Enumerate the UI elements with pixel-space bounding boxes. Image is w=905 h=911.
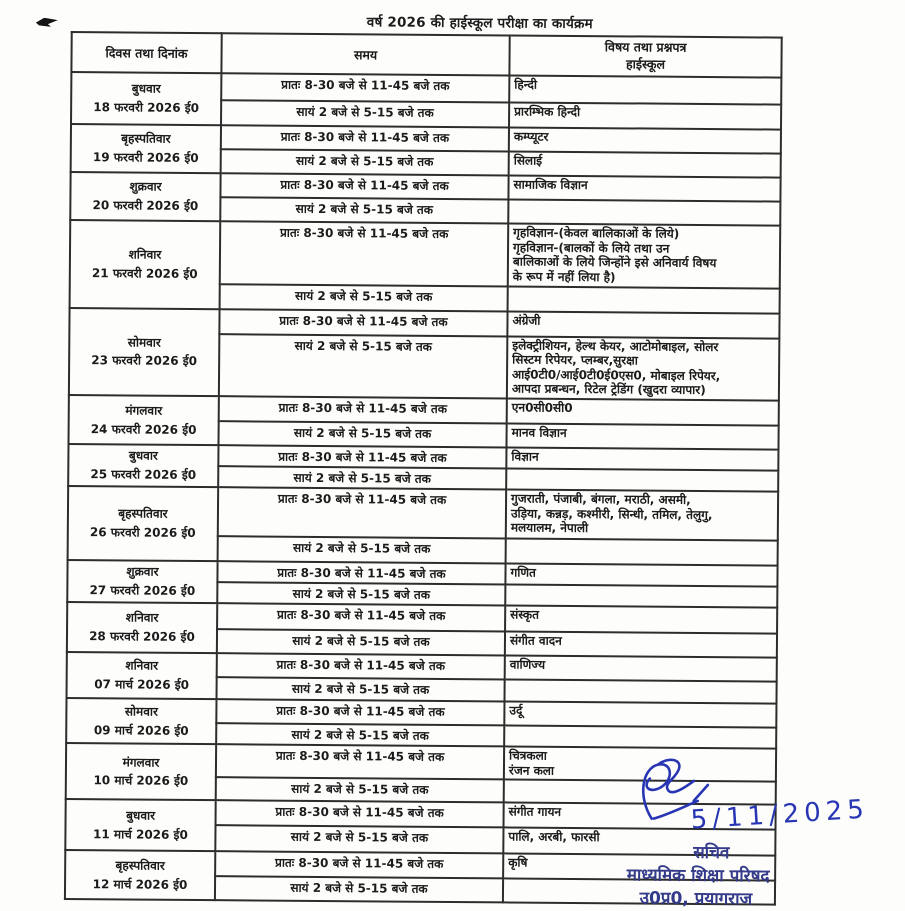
day-date-cell: [71, 72, 221, 125]
date-label: 12 मार्च 2026 ई0: [92, 876, 188, 892]
day-date-cell: [65, 799, 215, 851]
signatory-organization: माध्यमिक शिक्षा परिषद: [626, 865, 770, 887]
day-date-cell: [68, 444, 218, 487]
subject-cell-morning: अंग्रेजी: [507, 311, 779, 338]
time-cell-evening: सायं 2 बजे से 5-15 बजे तक: [220, 284, 508, 311]
subject-cell-morning: चित्रकला रंजन कला: [504, 746, 776, 781]
subject-cell-evening: प्रारम्भिक हिन्दी: [509, 102, 781, 129]
subject-cell-evening: [508, 286, 780, 313]
day-date-cell: [66, 698, 216, 744]
subject-cell-morning: संगीत गायन: [504, 803, 776, 830]
subject-cell-morning: गुजराती, पंजाबी, बंगला, मराठी, असमी, उड़िया, कन्नड़, कश्मीरी, सिन्धी, तमिल, तेलुगु, मलयालम, नेपाली: [506, 489, 778, 540]
subject-cell-evening: [508, 199, 780, 225]
exam-row-morning: [70, 220, 780, 288]
time-cell-morning: प्रातः 8-30 बजे से 11-45 बजे तक: [216, 800, 504, 827]
time-cell-morning: प्रातः 8-30 बजे से 11-45 बजे तक: [219, 396, 507, 423]
date-label: 09 मार्च 2026 ई0: [93, 722, 189, 738]
time-cell-morning: प्रातः 8-30 बजे से 11-45 बजे तक: [217, 561, 505, 584]
subject-cell-morning: सामाजिक विज्ञान: [508, 175, 780, 201]
subject-cell-morning: कृषि: [503, 854, 775, 881]
day-label: बृहस्पतिवार: [118, 506, 168, 522]
day-date-cell: [67, 560, 217, 603]
day-label: शुक्रवार: [126, 564, 159, 580]
time-cell-evening: सायं 2 बजे से 5-15 बजे तक: [215, 825, 503, 853]
day-label: शुक्रवार: [129, 179, 162, 195]
signatory-designation: सचिव: [693, 842, 730, 864]
day-label: मंगलवार: [125, 403, 163, 418]
day-label: शनिवार: [125, 658, 159, 674]
time-cell-evening: सायं 2 बजे से 5-15 बजे तक: [218, 466, 506, 489]
subject-cell-morning: गृहविज्ञान-(केवल बालिकाओं के लिये) गृहविज्ञान-(बालकों के लिये तथा उन बालिकाओं के लिये जिन्होंने इसे अनिवार्य विषय के रूप में नहीं लिया है): [508, 223, 780, 288]
time-cell-evening: सायं 2 बजे से 5-15 बजे तक: [216, 723, 504, 746]
subject-cell-evening: [504, 725, 776, 748]
day-label: शनिवार: [125, 610, 159, 626]
date-label: 07 मार्च 2026 ई0: [94, 677, 190, 692]
time-cell-evening: सायं 2 बजे से 5-15 बजे तक: [216, 777, 504, 802]
time-cell-morning: प्रातः 8-30 बजे से 11-45 बजे तक: [215, 851, 503, 878]
day-date-cell: [71, 124, 221, 173]
subject-cell-morning: गणित: [505, 563, 777, 586]
date-label: 10 मार्च 2026 ई0: [93, 773, 189, 789]
time-cell-evening: सायं 2 बजे से 5-15 बजे तक: [220, 197, 508, 223]
date-label: 26 फरवरी 2026 ई0: [89, 525, 196, 540]
exam-row-morning: [69, 308, 779, 339]
exam-row-morning: [68, 486, 778, 541]
time-cell-morning: प्रातः 8-30 बजे से 11-45 बजे तक: [217, 603, 505, 631]
day-date-cell: [67, 652, 217, 699]
day-date-cell: [69, 308, 220, 397]
day-label: बृहस्पतिवार: [121, 131, 171, 147]
date-label: 11 मार्च 2026 ई0: [92, 826, 188, 842]
date-label: 23 फरवरी 2026 ई0: [91, 353, 198, 369]
header-day-date: दिवस तथा दिनांक: [71, 32, 221, 73]
time-cell-morning: प्रातः 8-30 बजे से 11-45 बजे तक: [221, 73, 509, 102]
stray-ink-mark: [36, 18, 58, 27]
time-cell-morning: प्रातः 8-30 बजे से 11-45 बजे तक: [220, 173, 508, 199]
header-time: समय: [221, 33, 509, 75]
time-cell-morning: प्रातः 8-30 बजे से 11-45 बजे तक: [219, 309, 507, 336]
time-cell-evening: सायं 2 बजे से 5-15 बजे तक: [221, 100, 509, 127]
header-subject-line2: हाईस्कूल: [625, 56, 666, 72]
date-label: 28 फरवरी 2026 ई0: [89, 629, 195, 644]
exam-row-morning: [71, 72, 781, 105]
subject-cell-evening: [506, 468, 778, 491]
header-subject-line1: विषय तथा प्रश्नपत्र: [604, 39, 687, 55]
exam-row-morning: [67, 602, 777, 634]
time-cell-evening: सायं 2 बजे से 5-15 बजे तक: [217, 677, 505, 701]
time-cell-evening: सायं 2 बजे से 5-15 बजे तक: [218, 421, 506, 447]
time-cell-morning: प्रातः 8-30 बजे से 11-45 बजे तक: [216, 744, 504, 780]
time-cell-morning: प्रातः 8-30 बजे से 11-45 बजे तक: [220, 221, 508, 286]
day-date-cell: [67, 602, 217, 653]
exam-row-morning: [67, 560, 777, 587]
exam-row-morning: [70, 172, 780, 202]
subject-cell-morning: एन0सी0सी0: [507, 398, 779, 425]
subject-cell-evening: इलेक्ट्रीशियन, हेल्थ केयर, आटोमोबाइल, सोलर सिस्टम रिपेयर, प्लम्बर,सुरक्षा आई0टी0/आई0टी0ई0एस0, मोबाइल रिपेयर, आपदा प्रबन्धन, रिटेल ट्रेडिंग (खुदरा व्यापार): [507, 336, 779, 401]
document-title: वर्ष 2026 की हाईस्कूल परीक्षा का कार्यक्रम: [366, 14, 593, 33]
exam-row-morning: [68, 444, 778, 471]
subject-cell-morning: हिन्दी: [509, 75, 781, 104]
time-cell-evening: सायं 2 बजे से 5-15 बजे तक: [218, 536, 506, 563]
date-label: 18 फरवरी 2026 ई0: [93, 100, 200, 116]
subject-cell-evening: मानव विज्ञान: [506, 423, 778, 449]
day-label: बुधवार: [131, 81, 161, 97]
subject-cell-evening: [504, 679, 776, 703]
day-date-cell: [65, 850, 215, 900]
time-cell-morning: प्रातः 8-30 बजे से 11-45 बजे तक: [217, 653, 505, 679]
signature-date: 5/11/2025: [689, 794, 870, 836]
date-label: 20 फरवरी 2026 ई0: [92, 198, 199, 214]
subject-cell-morning: कम्प्यूटर: [509, 127, 781, 153]
time-cell-evening: सायं 2 बजे से 5-15 बजे तक: [221, 149, 509, 175]
exam-row-morning: [67, 652, 777, 682]
exam-row-morning: [66, 698, 776, 728]
time-cell-evening: सायं 2 बजे से 5-15 बजे तक: [215, 876, 503, 902]
header-subject: [509, 35, 781, 77]
day-date-cell: [70, 220, 221, 309]
exam-row-morning: [71, 124, 781, 154]
day-label: शनिवार: [128, 247, 162, 262]
date-label: 27 फरवरी 2026 ई0: [89, 583, 196, 598]
time-cell-morning: प्रातः 8-30 बजे से 11-45 बजे तक: [216, 699, 504, 725]
signatory-place: उ0प्र0, प्रयागराज: [639, 888, 753, 910]
date-label: 21 फरवरी 2026 ई0: [91, 265, 198, 281]
date-label: 25 फरवरी 2026 ई0: [90, 467, 197, 483]
exam-row-morning: [69, 395, 779, 426]
day-label: बुधवार: [126, 808, 156, 823]
time-cell-evening: सायं 2 बजे से 5-15 बजे तक: [217, 629, 505, 655]
day-label: सोमवार: [124, 704, 159, 719]
time-cell-morning: प्रातः 8-30 बजे से 11-45 बजे तक: [218, 445, 506, 468]
day-date-cell: [68, 486, 219, 561]
day-label: मंगलवार: [122, 754, 160, 770]
day-label: बृहस्पतिवार: [115, 858, 165, 873]
subject-cell-evening: संगीत वादन: [505, 631, 777, 657]
day-date-cell: [70, 172, 220, 221]
subject-cell-evening: सिलाई: [509, 151, 781, 177]
date-label: 19 फरवरी 2026 ई0: [92, 150, 199, 166]
subject-cell-evening: [505, 584, 777, 607]
subject-cell-evening: पालि, अरबी, फारसी: [503, 828, 775, 856]
day-date-cell: [69, 395, 219, 445]
time-cell-evening: सायं 2 बजे से 5-15 बजे तक: [217, 582, 505, 605]
day-label: सोमवार: [127, 335, 161, 350]
day-date-cell: [66, 743, 216, 800]
time-cell-morning: प्रातः 8-30 बजे से 11-45 बजे तक: [221, 125, 509, 151]
time-cell-evening: सायं 2 बजे से 5-15 बजे तक: [219, 334, 507, 399]
day-label: बुधवार: [128, 448, 158, 464]
time-cell-morning: प्रातः 8-30 बजे से 11-45 बजे तक: [218, 487, 506, 538]
subject-cell-morning: संस्कृत: [505, 605, 777, 633]
subject-cell-evening: [506, 538, 778, 565]
header-row: [71, 32, 781, 78]
subject-cell-morning: विज्ञान: [506, 447, 778, 470]
subject-cell-morning: उर्दू: [504, 701, 776, 727]
subject-cell-morning: वाणिज्य: [505, 655, 777, 681]
date-label: 24 फरवरी 2026 ई0: [90, 421, 197, 437]
